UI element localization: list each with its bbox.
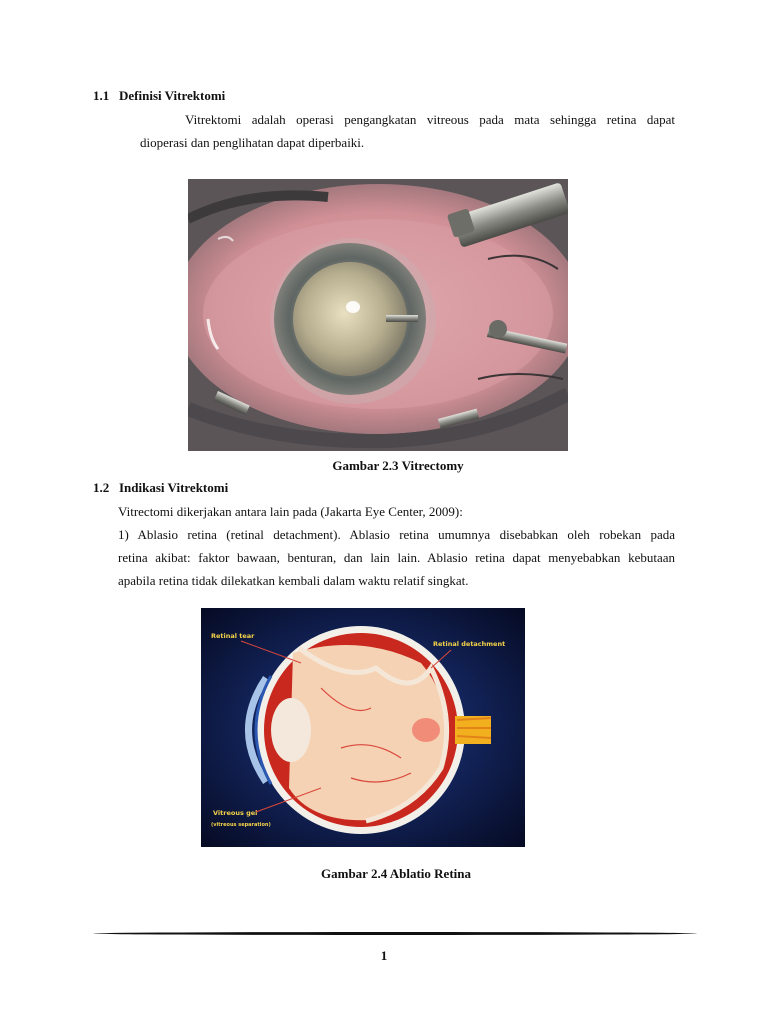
- label-retinal-tear: Retinal tear: [211, 632, 255, 640]
- vitrectomy-photo: [188, 179, 568, 451]
- figure-caption: Gambar 2.4 Ablatio Retina: [321, 866, 471, 881]
- label-retinal-detachment: Retinal detachment: [433, 640, 506, 648]
- section-heading-1-2: [93, 480, 228, 496]
- list-item-line: 1) Ablasio retina (retinal detachment). Ablasio retina umumnya disebabkan oleh robekan pada: [118, 527, 675, 542]
- section-number: 1.2: [93, 480, 110, 495]
- section-title: Indikasi Vitrektomi: [119, 480, 229, 495]
- section-title: Definisi Vitrektomi: [119, 88, 226, 103]
- list-item-line: apabila retina tidak dilekatkan kembali dalam waktu relatif singkat.: [118, 573, 469, 588]
- figure-caption: Gambar 2.3 Vitrectomy: [332, 458, 464, 473]
- section-heading-1-1: [93, 88, 225, 104]
- paragraph-line: dioperasi dan penglihatan dapat diperbaiki.: [140, 135, 365, 150]
- definition-paragraph: [140, 108, 675, 154]
- retina-detachment-illustration: [201, 608, 525, 847]
- paragraph-line: Vitrektomi adalah operasi pengangkatan vitreous pada mata sehingga retina dapat: [185, 112, 675, 127]
- section-number: 1.1: [93, 88, 110, 103]
- label-vitreous-separation: (vitreous separation): [211, 822, 271, 828]
- list-item-line: retina akibat: faktor bawaan, benturan, dan lain lain. Ablasio retina dapat menyebabkan kebutaan: [118, 550, 675, 565]
- label-vitreous-gel: Vitreous gel: [213, 809, 258, 817]
- intro-line: Vitrectomi dikerjakan antara lain pada (Jakarta Eye Center, 2009):: [118, 504, 463, 519]
- page-number: 1: [380, 948, 388, 963]
- indication-paragraph: [118, 500, 675, 592]
- footer-divider: [93, 932, 697, 935]
